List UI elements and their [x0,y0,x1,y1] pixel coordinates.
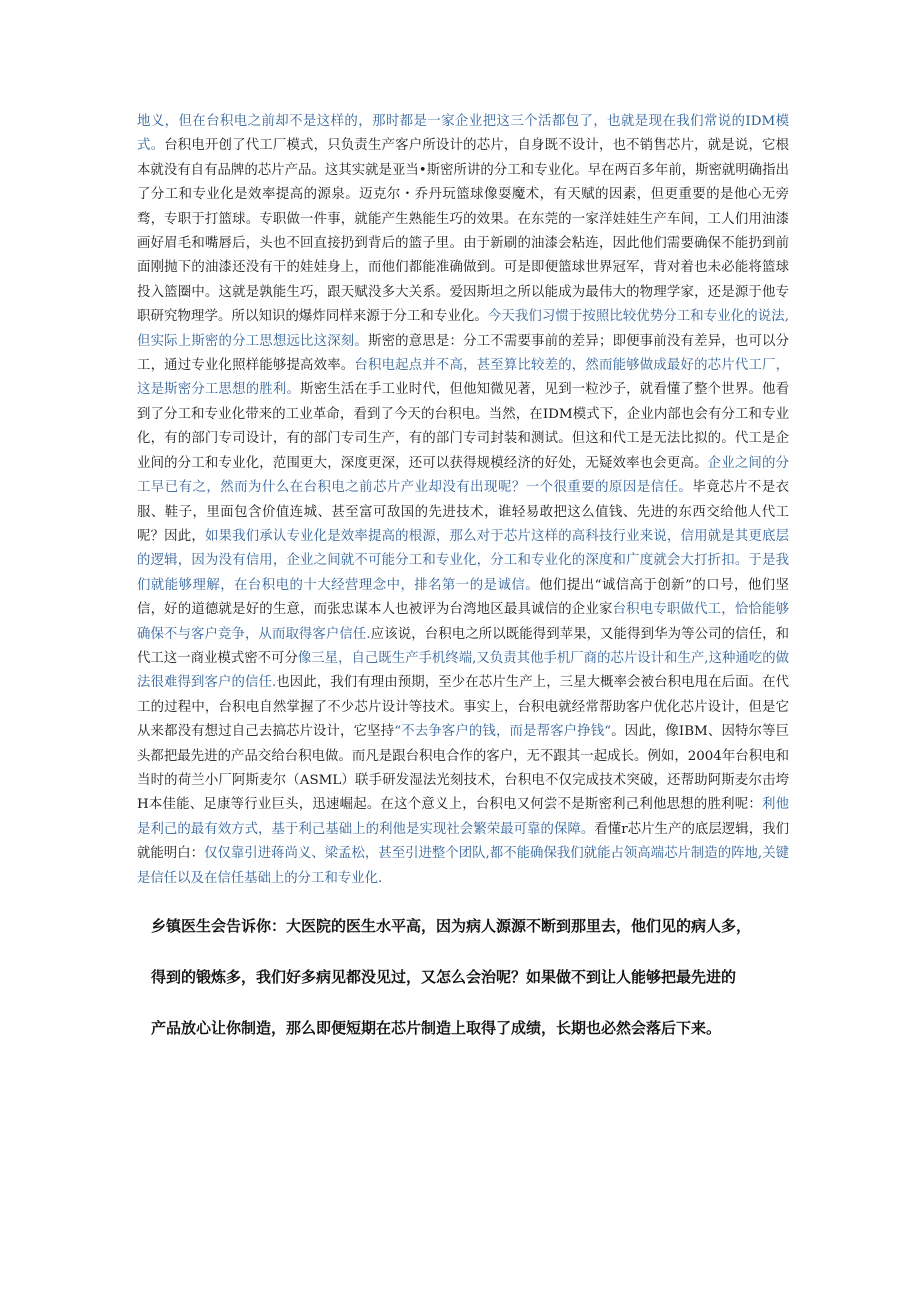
text-segment: 斯密的意思是：分工不需要事前的差异；即便事前没有差异，也可以分工，通过专业化照样能够提高效率。 [137,333,790,374]
body-paragraph [137,110,789,891]
text-segment: 他们提出“诚信高于创新”的口号，他们坚信，好的道德就是好的生意，而张忠谋本人也被评为台湾地区最具诚信的企业家 [137,577,789,618]
text-segment: “不去争客户的钱，而是帮客户挣钱“ [394,724,612,740]
text-segment: 斯密生活在手工业时代，但他知微见著，见到一粒沙子，就看懂了整个世界。他看到了分工和专业化带来的工业革命，看到了今天的台积电。当然，在IDM模式下，企业内部也会有分工和专业化，有的部门专司设计，有的部门专司生产，有的部门专司封装和测试。但这和代工是无法比拟的。代工是企业间的分工和专业化，范围更大，深度更深，还可以获得规模经济的好处，无疑效率也会更高。 [137,382,790,471]
text-segment: 地义，但在台积电之前却不是这样的，那时都是一家企业把这三个活都包了，也就是现在我们常说的IDM模式。 [137,114,789,154]
text-segment: 台积电专职做代工，恰恰能够确保不与客户竞争，从而取得客户信任. [137,602,790,642]
quote-line: 乡镇医生会告诉你：大医院的医生水平高，因为病人源源不断到那里去，他们见的病人多， [151,917,752,935]
text-segment: 。因此，像IBM、因特尔等巨头都把最先进的产品交给台积电做。而凡是跟台积电合作的客户，无不跟其一起成长。例如，2004年台积电和当时的荷兰小厂阿斯麦尔（ASML）联手研发湿法光刻技术，台积电不仅完成技术突破，还帮助阿斯麦尔击垮H本佳能、足康等行业巨头，迅速崛起。在这个意义上，台积电又何尝不是斯密利己利他思想的胜利呢： [137,724,789,813]
text-segment: 看懂r芯片生产的底层逻辑，我们就能明白： [137,821,789,862]
text-segment: 也因此，我们有理由预期，至少在芯片生产上，三星大概率会被台积电甩在后面。在代工的过程中，台积电自然掌握了不少芯片设计等技术。事实上，台积电就经常帮助客户优化芯片设计，但是它从来都没有想过自己去搞芯片设计，它坚持 [137,675,789,740]
text-segment: 利他是利己的最有效方式，基于利己基础上的利他是实现社会繁荣最可靠的保障。 [137,797,789,837]
quote-line: 产品放心让你制造，那么即便短期在芯片制造上取得了成绩，长期也必然会落后下来。 [151,1019,722,1037]
text-segment: 仅仅靠引进蒋尚义、梁孟松，甚至引进整个团队,都不能确保我们就能占领高端芯片制造的阵地,关键是信任以及在信任基础上的分工和专业化. [137,846,789,886]
text-segment: 应该说，台积电之所以既能得到苹果，又能得到华为等公司的信任，和代工这一商业模式密不可分 [137,626,789,666]
text-segment: 台积电起点并不高，甚至算比较差的，然而能够做成最好的芯片代工厂，这是斯密分工思想的胜利。 [137,358,790,398]
text-segment: 像三星，自己既生产手机终端,又负责其他手机厂商的芯片设计和生产,这种通吃的做法很难得到客户的信任. [137,650,790,691]
text-segment: 台积电开创了代工厂模式，只负责生产客户所设计的芯片，自身既不设计，也不销售芯片，就是说，它根本就没有自有品牌的芯片产品。这其实就是亚当•斯密所讲的分工和专业化。早在两百多年前，斯密就明确指出了分工和专业化是效率提高的源泉。迈克尔・乔丹玩篮球像耍魔术，有天赋的因素，但更重要的是他心无旁骛，专职于打篮球。专职做一件事，就能产生熟能生巧的效果。在东莞的一家洋娃娃生产车间，工人们用油漆画好眉毛和嘴唇后，头也不回直接扔到背后的篮子里。由于新刷的油漆会粘连，因此他们需要确保不能扔到前面刚抛下的油漆还没有干的娃娃身上，而他们都能准确做到。可是即便篮球世界冠军，背对着也未必能将篮球投入篮圈中。这就是孰能生巧，跟天赋没多大关系。爱因斯坦之所以能成为最伟大的物理学家，还是源于他专职研究物理学。所以知识的爆炸同样来源于分工和专业化。 [137,138,790,325]
text-segment: 如果我们承认专业化是效率提高的根源，那么对于芯片这样的高科技行业来说，信用就是其更底层的逻辑，因为没有信用，企业之间就不可能分工和专业化，分工和专业化的深度和广度就会大打折扣。于是我们就能够理解，在台积电的十大经营理念中，排名第一的是诚信。 [137,528,789,593]
text-segment: 企业之间的分工早已有之，然而为什么在台积电之前芯片产业却没有出现呢？一个很重要的原因是信任。 [137,455,789,496]
text-segment: 毕竟芯片不是衣服、鞋子，里面包含价值连城、甚至富可敌国的先进技术，谁轻易敢把这么值钱、先进的东西交给他人代工呢？因此， [137,480,789,544]
quote-line: 得到的锻炼多，我们好多病见都没见过，又怎么会治呢？如果做不到让人能够把最先进的 [151,968,737,986]
text-segment: 今天我们习惯于按照比较优势分工和专业化的说法,但实际上斯密的分工思想远比这深刻。 [137,309,789,349]
